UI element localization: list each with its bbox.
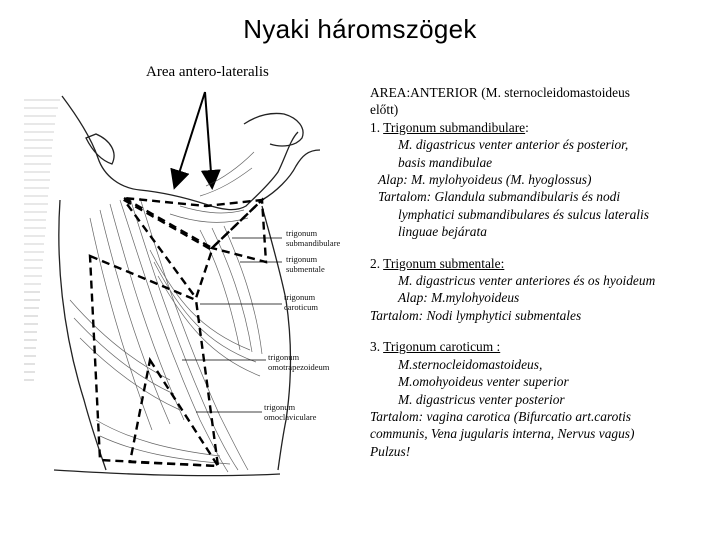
caroticum-title: Trigonum caroticum <box>383 339 497 355</box>
label-trigonum-omotrapezoideum-1: trigonum <box>268 352 300 362</box>
submandibulare-title: Trigonum submandibulare <box>383 119 526 135</box>
submandibulare-tartalom <box>370 188 715 205</box>
submentale-alap <box>370 289 715 306</box>
caroticum-tartalom-line2: communis, Vena jugularis interna, Nervus vagus) <box>370 426 635 442</box>
label-trigonum-caroticum-2: caroticum <box>284 302 318 312</box>
tartalom-value: Glandula submandibularis és nodi <box>431 189 621 205</box>
submandibulare-line1: M. digastricus venter anterior és posterior, <box>398 137 629 153</box>
carotid-triangle-border <box>124 200 212 298</box>
submentale-number: 2. <box>370 255 384 271</box>
area-anterior-heading <box>370 84 715 101</box>
submandibulare-heading <box>370 119 715 136</box>
omotrapezoid-triangle-border <box>90 256 218 466</box>
background-hatching <box>24 100 60 380</box>
submentale-colon: : <box>500 255 505 271</box>
submandibulare-tartalom-line3: linguae bejárata <box>398 224 487 240</box>
label-trigonum-omoclaviculare-1: trigonum <box>264 402 296 412</box>
alap-label: Alap: <box>378 172 408 188</box>
area-antero-lateralis-label: Area antero-lateralis <box>146 64 269 80</box>
submandibulare-line2: basis mandibulae <box>398 154 493 170</box>
caroticum-tartalom <box>370 408 715 425</box>
submentale-heading <box>370 255 715 272</box>
label-trigonum-omotrapezoideum-2: omotrapezoideum <box>268 362 330 372</box>
caroticum-number: 3. <box>370 339 384 355</box>
submandibulare-colon: : <box>525 119 529 135</box>
caroticum-line1: M.sternocleidomastoideus, <box>398 356 543 372</box>
page-title: Nyaki háromszögek <box>243 14 477 44</box>
tartalom-label: Tartalom: <box>378 189 432 205</box>
description-text <box>370 84 715 460</box>
submentale-tartalom <box>370 307 715 324</box>
alap-label: Alap: <box>398 290 428 306</box>
label-trigonum-submandibulare-2: submandibulare <box>286 238 341 248</box>
label-trigonum-submandibulare-1: trigonum <box>286 228 318 238</box>
pointer-arrows <box>175 92 212 186</box>
caroticum-line2: M.omohyoideus venter superior <box>398 374 569 390</box>
caroticum-colon: : <box>496 339 501 355</box>
area-anterior-line2: előtt) <box>370 102 399 118</box>
tartalom-label: Tartalom: <box>370 307 424 323</box>
area-anterior-desc: (M. sternocleidomastoideus <box>477 85 630 100</box>
area-anterior-label: AREA:ANTERIOR <box>370 85 478 100</box>
alap-value: M.mylohyoideus <box>427 290 520 306</box>
tartalom-value: vagina carotica (Bifurcatio art.carotis <box>423 408 631 424</box>
caroticum-line3: M. digastricus venter posterior <box>398 391 565 407</box>
tartalom-label: Tartalom: <box>370 408 424 424</box>
omoclavicular-triangle-border <box>130 360 218 466</box>
caroticum-tartalom-line3: Pulzus! <box>370 443 411 459</box>
caroticum-heading <box>370 338 715 355</box>
submentale-title: Trigonum submentale <box>383 255 501 271</box>
submandibulare-tartalom-line2: lymphatici submandibulares és sulcus lateralis <box>398 206 649 222</box>
submandibulare-number: 1. <box>370 119 384 135</box>
label-trigonum-caroticum-1: trigonum <box>284 292 316 302</box>
label-trigonum-submentale-2: submentale <box>286 264 325 274</box>
tartalom-value: Nodi lymphytici submentales <box>423 307 582 323</box>
alap-value: M. mylohyoideus (M. hyoglossus) <box>407 172 592 188</box>
submentale-line1: M. digastricus venter anteriores és os hyoideum <box>398 273 656 289</box>
label-trigonum-submentale-1: trigonum <box>286 254 318 264</box>
label-trigonum-omoclaviculare-2: omoclaviculare <box>264 412 317 422</box>
submandibulare-alap <box>370 171 715 188</box>
